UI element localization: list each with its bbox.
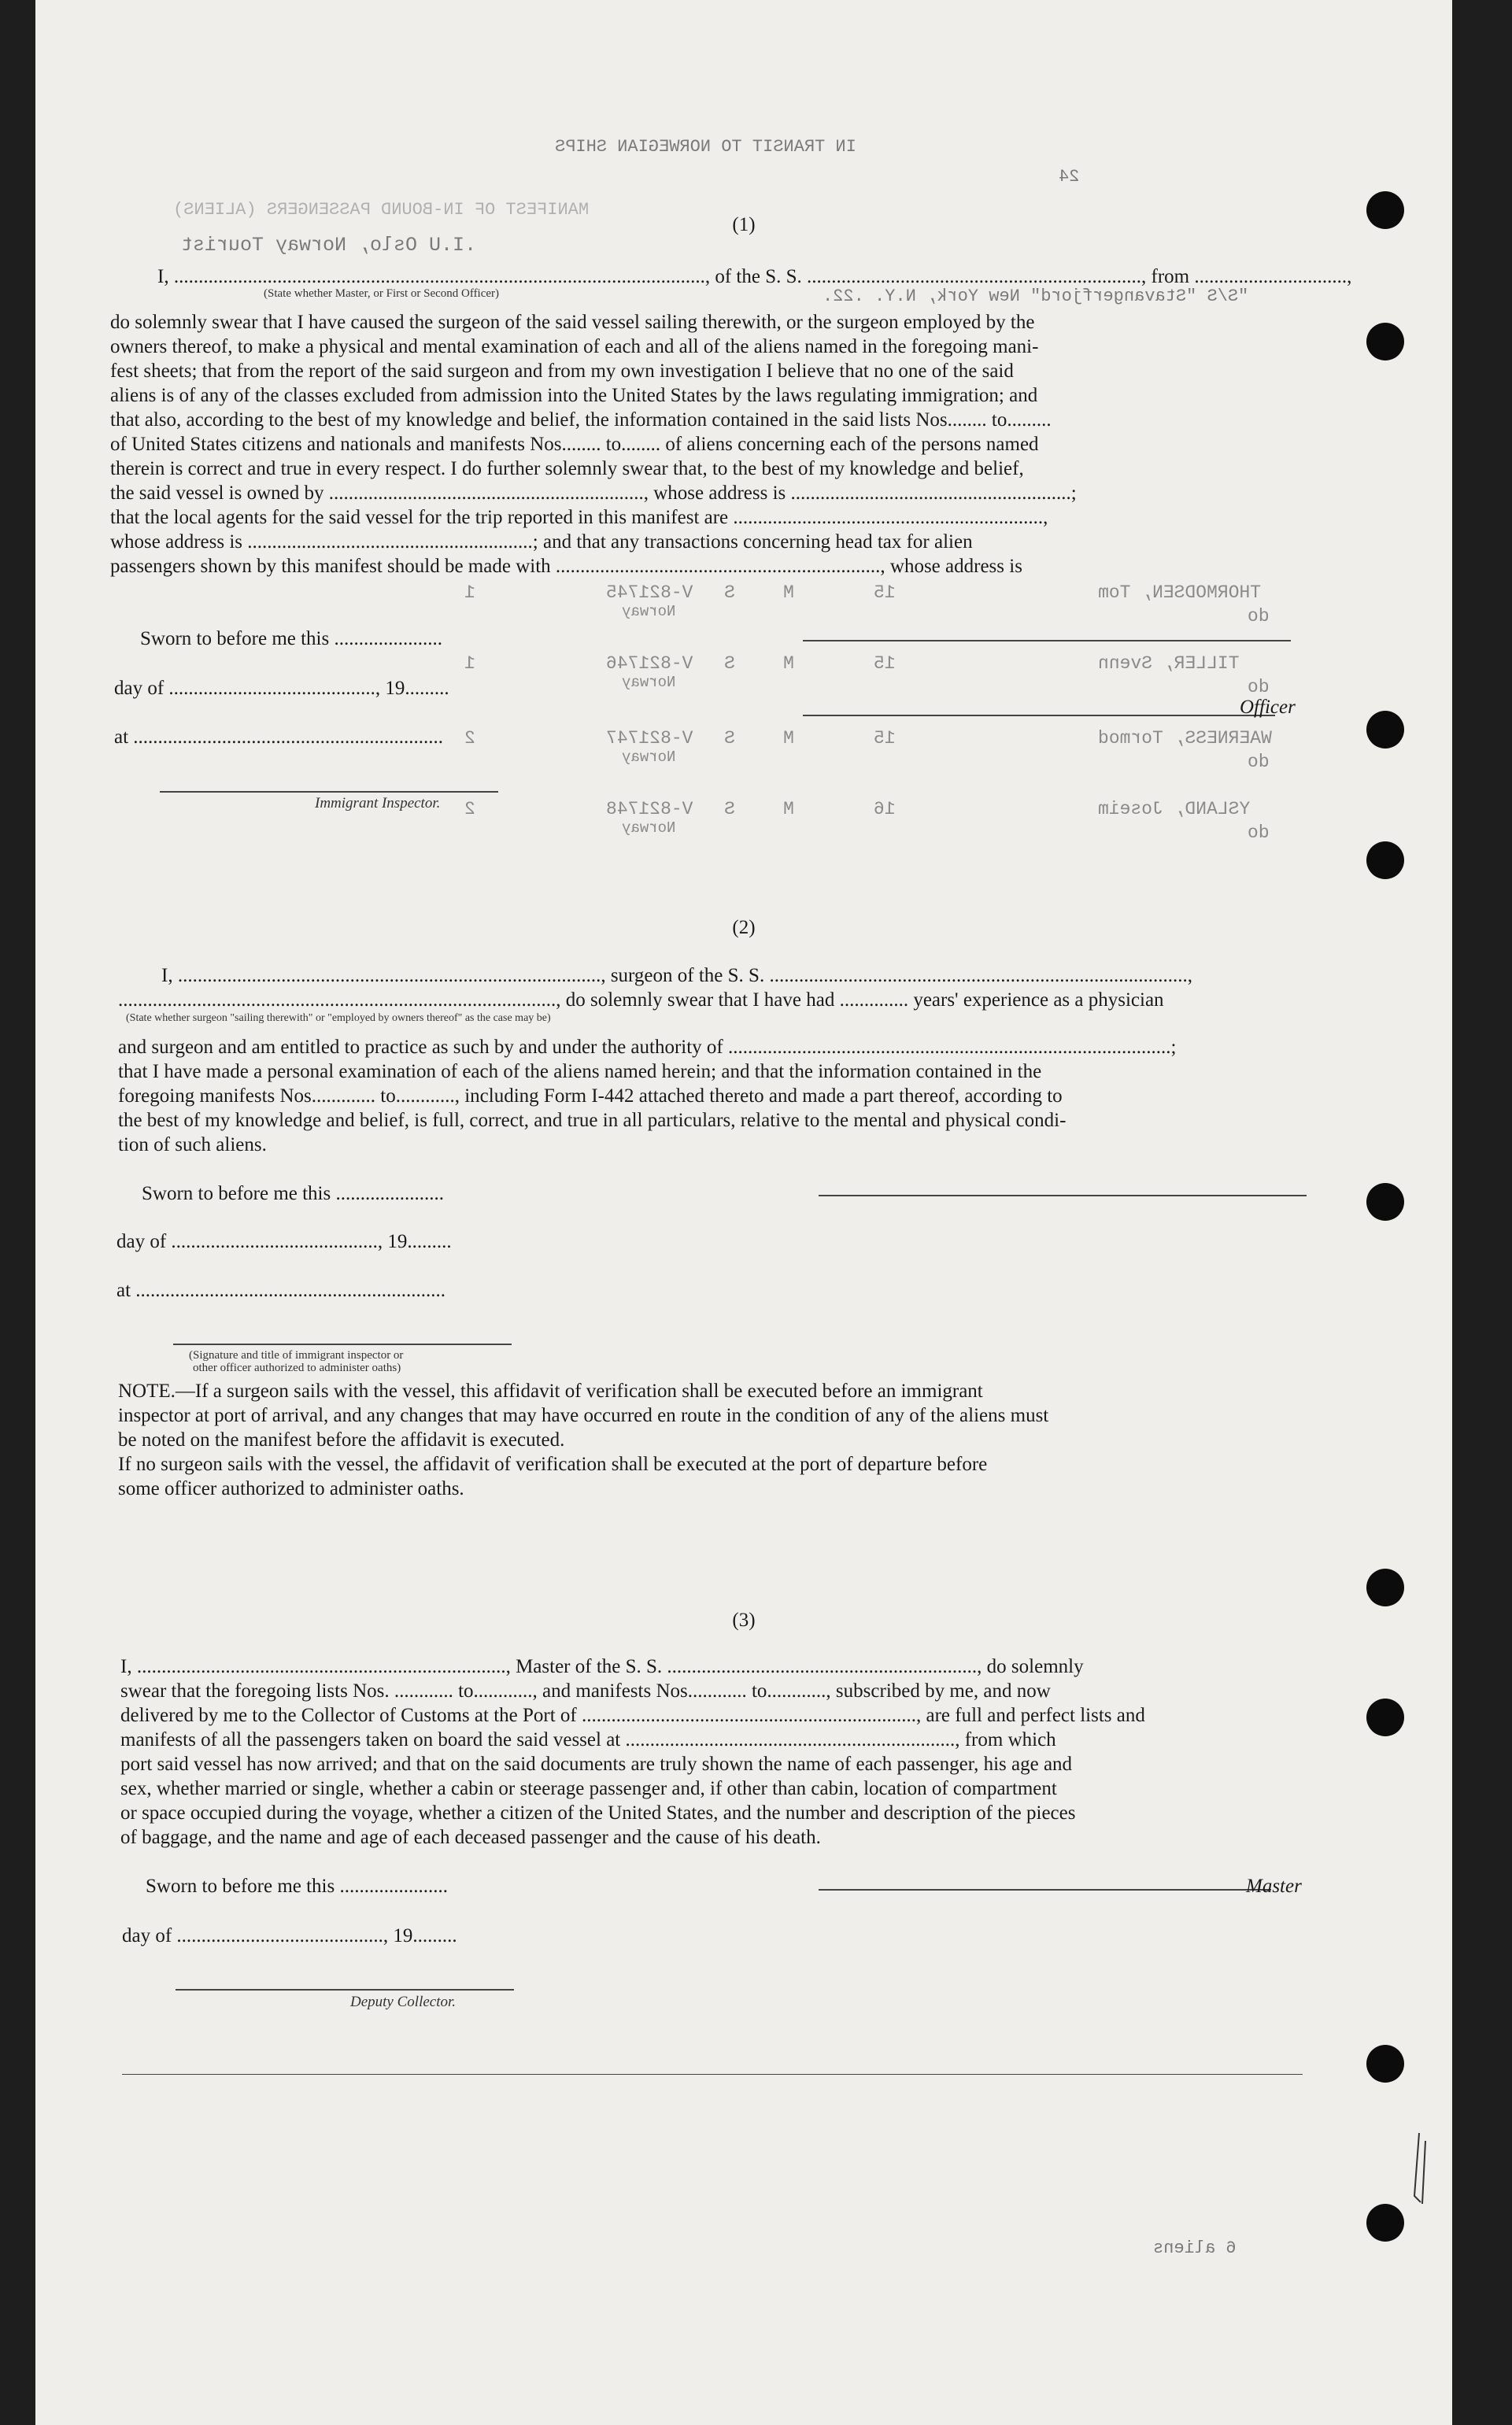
reversed-row-dest: do bbox=[1248, 677, 1270, 697]
reversed-row-count: 2 bbox=[464, 799, 475, 819]
text-line: or space occupied during the voyage, whether a citizen of the United States, and the number and description of the pieces bbox=[120, 1802, 1076, 1824]
reversed-row-age: 15 bbox=[874, 728, 896, 749]
text-line: sex, whether married or single, whether a cabin or steerage passenger and, if other than cabin, location of compartment bbox=[120, 1778, 1057, 1799]
section-2-line-2: ........................................................................................., do solemnly swear that I have had .............. years' experience as a physician bbox=[118, 989, 1164, 1011]
punch-hole-icon bbox=[1366, 323, 1404, 360]
text-line: passengers shown by this manifest should be made with .................................................................., whose address is bbox=[110, 556, 1022, 577]
text-line: whose address is ..........................................................; and that any transactions concerning head tax for alien bbox=[110, 531, 973, 553]
reversed-footer: 6 aliens bbox=[1153, 2238, 1237, 2258]
reversed-row-age: 15 bbox=[874, 653, 896, 674]
text-line: that also, according to the best of my knowledge and belief, the information contained in the said lists Nos........ to......... bbox=[110, 409, 1052, 431]
section-1-note: (State whether Master, or First or Second Officer) bbox=[264, 287, 500, 300]
text-line: and surgeon and am entitled to practice as such by and under the authority of ..........................................................................................; bbox=[118, 1037, 1177, 1058]
reversed-subheader: MANIFEST OF IN-BOUND PASSENGERS (ALIENS) bbox=[173, 200, 590, 220]
reversed-line-1: .I.U Oslo, Norway Tourist bbox=[181, 234, 477, 257]
reversed-row-age: 15 bbox=[874, 582, 896, 603]
text-line: therein is correct and true in every respect. I do further solemnly swear that, to the best of my knowledge and belief, bbox=[110, 458, 1024, 479]
surgeon-signature-line bbox=[819, 1195, 1307, 1196]
reversed-row-country: Norway bbox=[622, 603, 676, 620]
reversed-row-status: S bbox=[724, 582, 735, 603]
section-3-day: day of .........................................., 19......... bbox=[122, 1925, 457, 1946]
reversed-row-sex: M bbox=[783, 582, 794, 603]
text-line: tion of such aliens. bbox=[118, 1134, 267, 1155]
text-line: some officer authorized to administer oaths. bbox=[118, 1478, 464, 1499]
reversed-row-id: V-821746 bbox=[606, 653, 693, 674]
text-line: inspector at port of arrival, and any changes that may have occurred en route in the condition of any of the aliens must bbox=[118, 1405, 1049, 1426]
section-2-sig-note-2: other officer authorized to administer oaths) bbox=[193, 1362, 401, 1374]
reversed-row-dest: do bbox=[1248, 752, 1270, 772]
pencil-mark-icon bbox=[1405, 2125, 1436, 2212]
text-line: fest sheets; that from the report of the said surgeon and from my own investigation I believe that no one of the said bbox=[110, 360, 1014, 382]
manifest-page bbox=[35, 0, 1452, 2425]
reversed-row-name: TILLER, Svenn bbox=[1098, 653, 1240, 674]
text-line: of United States citizens and nationals and manifests Nos........ to........ of aliens concerning each of the persons named bbox=[110, 434, 1039, 455]
section-2-sworn: Sworn to before me this ...................... bbox=[142, 1183, 444, 1204]
text-line: If no surgeon sails with the vessel, the affidavit of verification shall be executed at the port of departure before bbox=[118, 1454, 988, 1475]
reversed-row-count: 1 bbox=[464, 582, 475, 603]
punch-hole-icon bbox=[1366, 1183, 1404, 1221]
section-2-number: (2) bbox=[732, 917, 756, 938]
reversed-row-name: WAERNESS, Tormod bbox=[1098, 728, 1272, 749]
text-line: swear that the foregoing lists Nos. ............ to............, and manifests Nos............ to............, subscribed by me, and now bbox=[120, 1680, 1051, 1702]
text-line: of baggage, and the name and age of each deceased passenger and the cause of his death. bbox=[120, 1827, 821, 1848]
text-line: the best of my knowledge and belief, is full, correct, and true in all particulars, relative to the mental and physical condi- bbox=[118, 1110, 1067, 1131]
text-line: do solemnly swear that I have caused the surgeon of the said vessel sailing therewith, or the surgeon employed by the bbox=[110, 312, 1035, 333]
punch-hole-icon bbox=[1366, 841, 1404, 879]
reversed-row-name: THORMODSEN, Tom bbox=[1098, 582, 1262, 603]
reversed-row-id: V-821745 bbox=[606, 582, 693, 603]
text-line: foregoing manifests Nos............. to............, including Form I-442 attached thereto and made a part thereof, according to bbox=[118, 1085, 1063, 1107]
section-2-line-1: I, ......................................................................................, surgeon of the S. S. ....................................................................................., bbox=[161, 965, 1192, 986]
text-line: port said vessel has now arrived; and that on the said documents are truly shown the name of each passenger, his age and bbox=[120, 1754, 1073, 1775]
reversed-row-id: V-821747 bbox=[606, 728, 693, 749]
text-line: that I have made a personal examination of each of the aliens named herein; and that the information contained in the bbox=[118, 1061, 1042, 1082]
text-line: aliens is of any of the classes excluded from admission into the United States by the laws regulating immigration; and bbox=[110, 385, 1038, 406]
reversed-row-country: Norway bbox=[622, 674, 676, 691]
text-line: be noted on the manifest before the affidavit is executed. bbox=[118, 1429, 565, 1451]
reversed-row-country: Norway bbox=[622, 749, 676, 766]
section-3-sworn: Sworn to before me this ...................... bbox=[146, 1876, 448, 1897]
punch-hole-icon bbox=[1366, 1699, 1404, 1736]
section-3-collector: Deputy Collector. bbox=[350, 1994, 457, 2010]
reversed-top-right: 24 bbox=[1059, 167, 1080, 187]
section-1-day: day of .........................................., 19......... bbox=[114, 678, 449, 699]
section-1-officer: Officer bbox=[1240, 697, 1296, 718]
punch-hole-icon bbox=[1366, 1569, 1404, 1606]
bottom-divider bbox=[122, 2074, 1303, 2075]
reversed-row-count: 2 bbox=[464, 728, 475, 749]
text-line: NOTE.—If a surgeon sails with the vessel, this affidavit of verification shall be executed before an immigrant bbox=[118, 1381, 983, 1402]
section-2-at: at ............................................................... bbox=[116, 1280, 446, 1301]
text-line: owners thereof, to make a physical and mental examination of each and all of the aliens named in the foregoing mani- bbox=[110, 336, 1039, 357]
collector-signature-line bbox=[176, 1989, 514, 1991]
text-line: the said vessel is owned by ................................................................, whose address is .........................................................; bbox=[110, 482, 1077, 504]
punch-hole-icon bbox=[1366, 191, 1404, 229]
section-2-note: (State whether surgeon "sailing therewith" or "employed by owners thereof" as the case may be) bbox=[126, 1012, 551, 1024]
section-2-day: day of .........................................., 19......... bbox=[116, 1231, 452, 1252]
section-1-at: at ............................................................... bbox=[114, 726, 444, 748]
reversed-row-count: 1 bbox=[464, 653, 475, 674]
section-2-sig-note-1: (Signature and title of immigrant inspector or bbox=[189, 1349, 404, 1362]
text-line: I, ..........................................................................., Master of the S. S. ..............................................................., do solemnly bbox=[120, 1656, 1084, 1677]
reversed-line-2: "S/S "Stavangerfjord" New York, N.Y. .22. bbox=[823, 286, 1249, 306]
officer-signature-line-1 bbox=[803, 640, 1291, 641]
reversed-row-sex: M bbox=[783, 799, 794, 819]
text-line: that the local agents for the said vessel for the trip reported in this manifest are ..............................................................., bbox=[110, 507, 1048, 528]
section-3-master: Master bbox=[1246, 1876, 1302, 1897]
reversed-row-sex: M bbox=[783, 653, 794, 674]
reversed-row-age: 16 bbox=[874, 799, 896, 819]
reversed-row-name: YSLAND, Joseim bbox=[1098, 799, 1251, 819]
section-2-signature-line bbox=[173, 1344, 512, 1345]
reversed-row-status: S bbox=[724, 799, 735, 819]
master-signature-line bbox=[819, 1889, 1271, 1891]
reversed-row-status: S bbox=[724, 728, 735, 749]
section-1-number: (1) bbox=[732, 214, 756, 235]
section-3-number: (3) bbox=[732, 1610, 756, 1631]
section-1-sworn: Sworn to before me this ...................... bbox=[140, 628, 442, 649]
section-1-line-1: I, ............................................................................................................, of the S. S. ...................................................................., from ..............................., bbox=[157, 266, 1352, 287]
officer-signature-line-2 bbox=[803, 715, 1275, 716]
reversed-header: IN TRANSIT TO NORWEGIAN SHIPS bbox=[555, 137, 856, 157]
reversed-row-status: S bbox=[724, 653, 735, 674]
punch-hole-icon bbox=[1366, 2045, 1404, 2083]
text-line: manifests of all the passengers taken on board the said vessel at ..................................................................., from which bbox=[120, 1729, 1056, 1750]
reversed-row-id: V-821748 bbox=[606, 799, 693, 819]
punch-hole-icon bbox=[1366, 711, 1404, 749]
inspector-signature-line bbox=[160, 791, 498, 793]
reversed-row-dest: do bbox=[1248, 606, 1270, 627]
text-line: delivered by me to the Collector of Customs at the Port of ...................................................................., are full and perfect lists and bbox=[120, 1705, 1145, 1726]
punch-hole-icon bbox=[1366, 2204, 1404, 2242]
reversed-row-sex: M bbox=[783, 728, 794, 749]
section-1-inspector: Immigrant Inspector. bbox=[315, 795, 441, 811]
reversed-row-dest: do bbox=[1248, 823, 1270, 843]
reversed-row-country: Norway bbox=[622, 819, 676, 837]
